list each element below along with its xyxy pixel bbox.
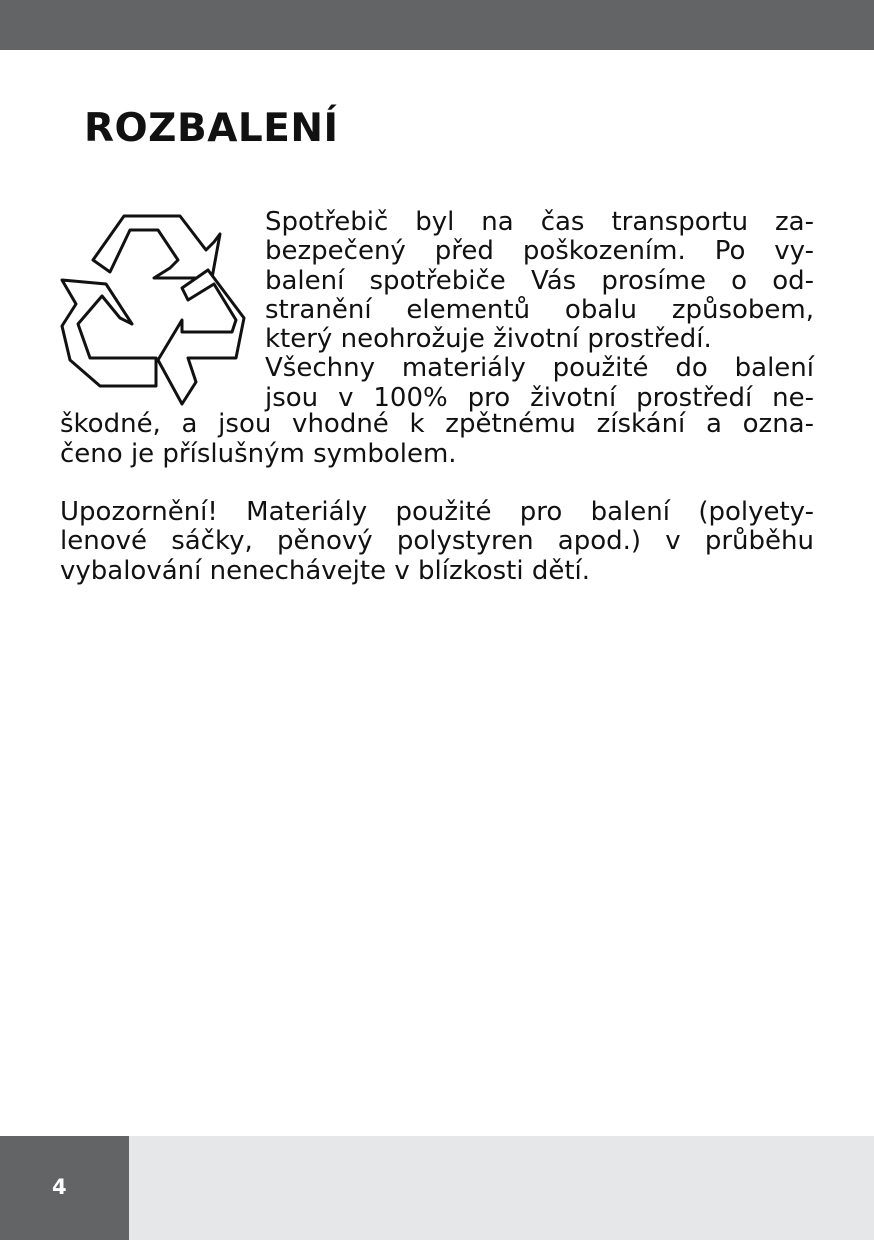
recycle-arrow-top: [93, 216, 220, 278]
paragraph1-line-5: který neohrožuje životní prostředí.: [265, 324, 712, 354]
page-number: 4: [52, 1175, 67, 1199]
paragraph1-line-4: stranění elementů obalu způsobem,: [265, 295, 814, 325]
recycle-arrow-left: [62, 280, 156, 386]
paragraph1-line-7: jsou v 100% pro životní prostředí ne-: [265, 383, 814, 413]
page-title: ROZBALENÍ: [84, 106, 339, 151]
paragraph1-line-2: bezpečený před poškozením. Po vy-: [265, 236, 814, 266]
paragraph1-line-6: Všechny materiály použité do balení: [265, 353, 814, 383]
paragraph1-line-9: čeno je příslušným symbolem.: [60, 439, 457, 469]
paragraph1-line-8: škodné, a jsou vhodné k zpětnému získání a ozna-: [60, 409, 814, 439]
paragraph2-line-3: vybalování nenechávejte v blízkosti dětí.: [60, 556, 591, 586]
footer-band: [129, 1136, 874, 1240]
header-bar: [0, 0, 874, 50]
recycle-arrow-right: [158, 270, 244, 404]
paragraph2-line-1: Upozornění! Materiály použité pro balení (polyety-: [60, 497, 814, 527]
recycling-symbol-icon: [58, 208, 254, 406]
paragraph2-line-2: lenové sáčky, pěnový polystyren apod.) v průběhu: [60, 526, 814, 556]
paragraph1-line-1: Spotřebič byl na čas transportu za-: [265, 207, 814, 237]
paragraph1-line-3: balení spotřebiče Vás prosíme o od-: [265, 266, 814, 296]
